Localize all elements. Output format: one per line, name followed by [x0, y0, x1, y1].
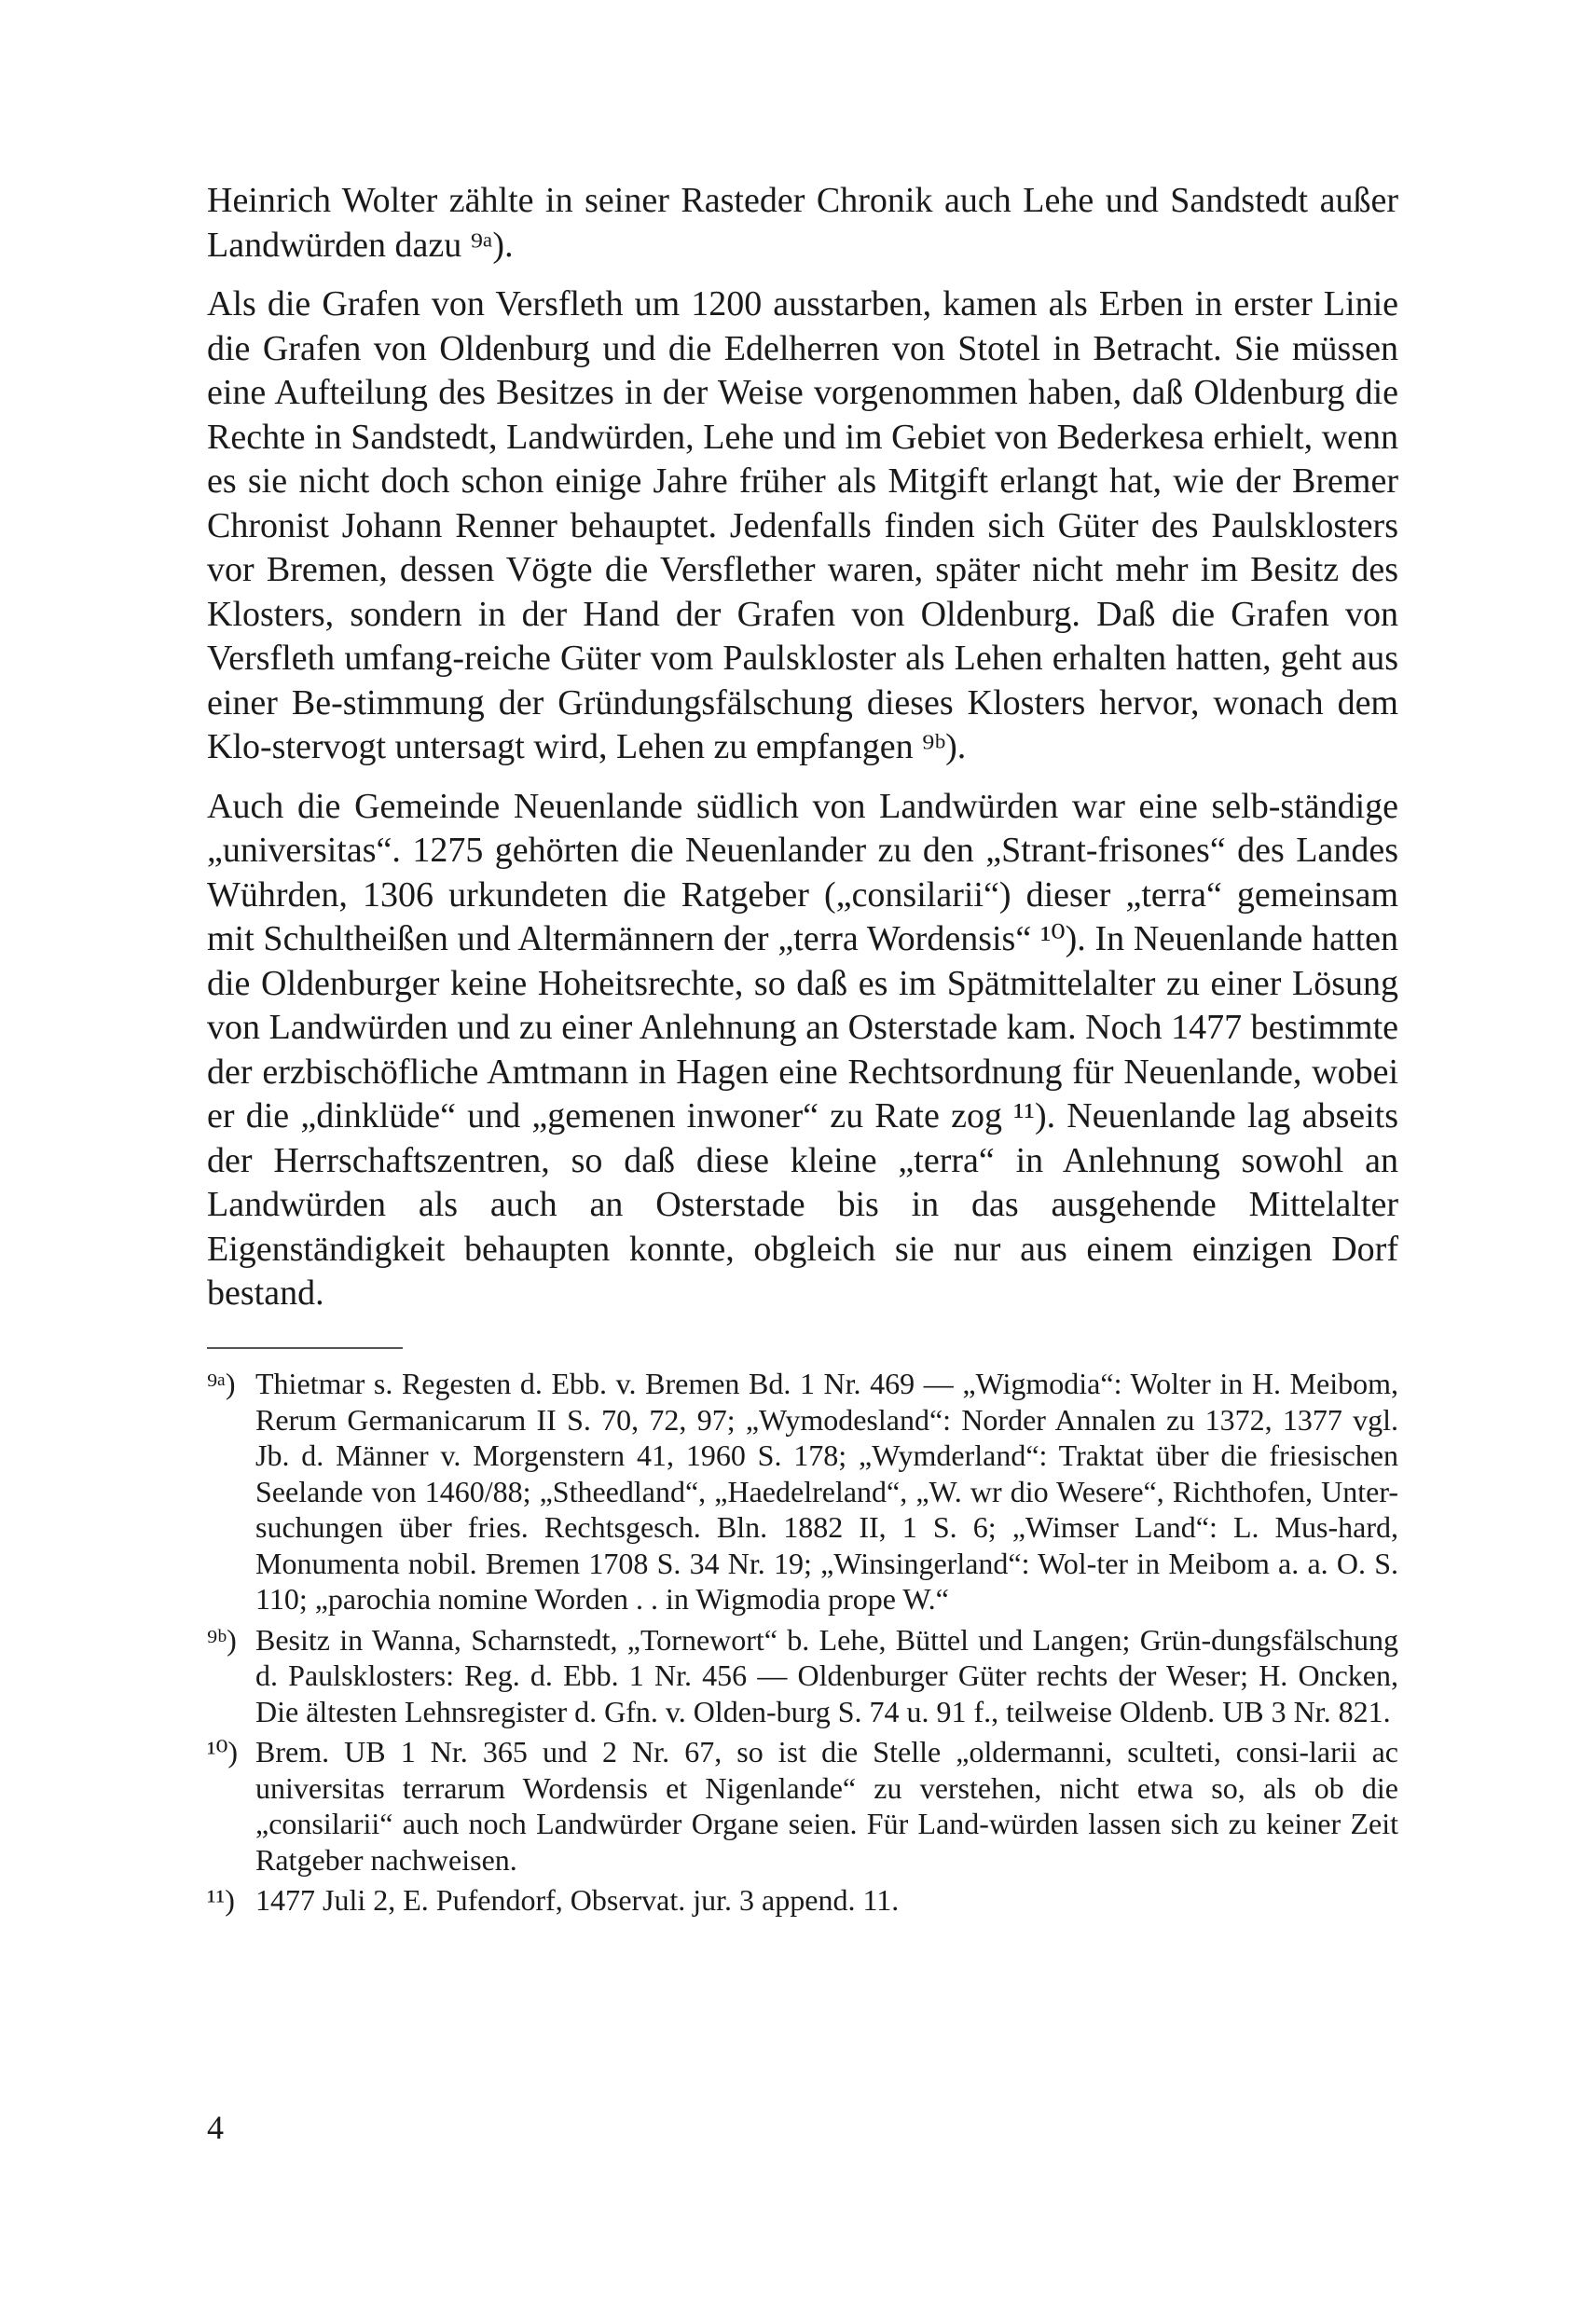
- main-text: [207, 179, 1398, 1316]
- footnote-10: [207, 1734, 1398, 1878]
- footnote-marker: ⁹ᵃ): [207, 1367, 236, 1400]
- paragraph-3: Auch die Gemeinde Neuenlande südlich von Landwürden war eine selb-ständige „universitas“. 1275 gehörten die Neuenlander zu den „Strant-frisones“ des Landes Wührden, 1306 urkundeten die Ratgeber („consilarii“) dieser „terra“ gemeinsam mit Schultheißen und Altermännern der „terra Wordensis“ ¹⁰). In Neuenlande hatten die Oldenburger keine Hoheitsrechte, so daß es im Spätmittelalter zu einer Lösung von Landwürden und zu einer Anlehnung an Osterstade kam. Noch 1477 bestimmte der erzbischöfliche Amtmann in Hagen eine Rechtsordnung für Neuenlande, wobei er die „dinklüde“ und „gemenen inwoner“ zu Rate zog ¹¹). Neuenlande lag abseits der Herrschaftszentren, so daß diese kleine „terra“ in Anlehnung sowohl an Landwürden als auch an Osterstade bis in das ausgehende Mittelalter Eigenständigkeit behaupten konnte, obgleich sie nur aus einem einzigen Dorf bestand.: [207, 786, 1398, 1313]
- footnote-text: 1477 Juli 2, E. Pufendorf, Observat. jur. 3 append. 11.: [255, 1883, 900, 1917]
- footnote-separator: [207, 1347, 403, 1349]
- footnote-9b: [207, 1622, 1398, 1730]
- footnote-marker: ¹¹): [207, 1883, 235, 1917]
- paragraph-1: Heinrich Wolter zählte in seiner Rasteder Chronik auch Lehe und Sandstedt außer Landwürden dazu ⁹ᵃ).: [207, 181, 1398, 265]
- footnote-11: [207, 1882, 1398, 1919]
- footnote-text: Thietmar s. Regesten d. Ebb. v. Bremen Bd. 1 Nr. 469 — „Wigmodia“: Wolter in H. Meibom, Rerum Germanicarum II S. 70, 72, 97; „Wymodesland“: Norder Annalen zu 1372, 1377 vgl. Jb. d. Männer v. Morgenstern 41, 1960 S. 178; „Wymderland“: Traktat über die friesischen Seelande von 1460/88; „Stheedland“, „Haedelreland“, „W. wr dio Wesere“, Richthofen, Unter-suchungen über fries. Rechtsgesch. Bln. 1882 II, 1 S. 6; „Wimser Land“: L. Mus-hard, Monumenta nobil. Bremen 1708 S. 34 Nr. 19; „Winsingerland“: Wol-ter in Meibom a. a. O. S. 110; „parochia nomine Worden . . in Wigmodia prope W.“: [255, 1367, 1398, 1616]
- footnote-marker: ⁹ᵇ): [207, 1622, 237, 1657]
- footnote-marker: ¹⁰): [207, 1735, 239, 1768]
- footnote-text: Besitz in Wanna, Scharnstedt, „Tornewort“ b. Lehe, Büttel und Langen; Grün-dungsfälschung d. Paulsklosters: Reg. d. Ebb. 1 Nr. 456 — Oldenburger Güter rechts der Weser; H. Oncken, Die ältesten Lehnsregister d. Gfn. v. Olden-burg S. 74 u. 91 f., teilweise Oldenb. UB 3 Nr. 821.: [255, 1622, 1398, 1728]
- footnotes: [207, 1366, 1398, 1923]
- paragraph-2: Als die Grafen von Versfleth um 1200 ausstarben, kamen als Erben in erster Linie die Grafen von Oldenburg und die Edelherren von Stotel in Betracht. Sie müssen eine Aufteilung des Besitzes in der Weise vorgenommen haben, daß Oldenburg die Rechte in Sandstedt, Landwürden, Lehe und im Gebiet von Bederkesa erhielt, wenn es sie nicht doch schon einige Jahre früher als Mitgift erlangt hat, wie der Bremer Chronist Johann Renner behauptet. Jedenfalls finden sich Güter des Paulsklosters vor Bremen, dessen Vögte die Versflether waren, später nicht mehr im Besitz des Klosters, sondern in der Hand der Grafen von Oldenburg. Daß die Grafen von Versfleth umfang-reiche Güter vom Paulskloster als Lehen erhalten hatten, geht aus einer Be-stimmung der Gründungsfälschung dieses Klosters hervor, wonach dem Klo-stervogt untersagt wird, Lehen zu empfangen ⁹ᵇ).: [207, 284, 1398, 766]
- page-number: 4: [207, 2109, 224, 2146]
- footnote-text: Brem. UB 1 Nr. 365 und 2 Nr. 67, so ist die Stelle „oldermanni, sculteti, consi-larii ac universitas terrarum Wordensis et Nigenlande“ zu verstehen, nicht etwa so, als ob die „consilarii“ auch noch Landwürder Organe seien. Für Land-würden lassen sich zu keiner Zeit Ratgeber nachweisen.: [255, 1735, 1398, 1877]
- footnote-9a: [207, 1366, 1398, 1617]
